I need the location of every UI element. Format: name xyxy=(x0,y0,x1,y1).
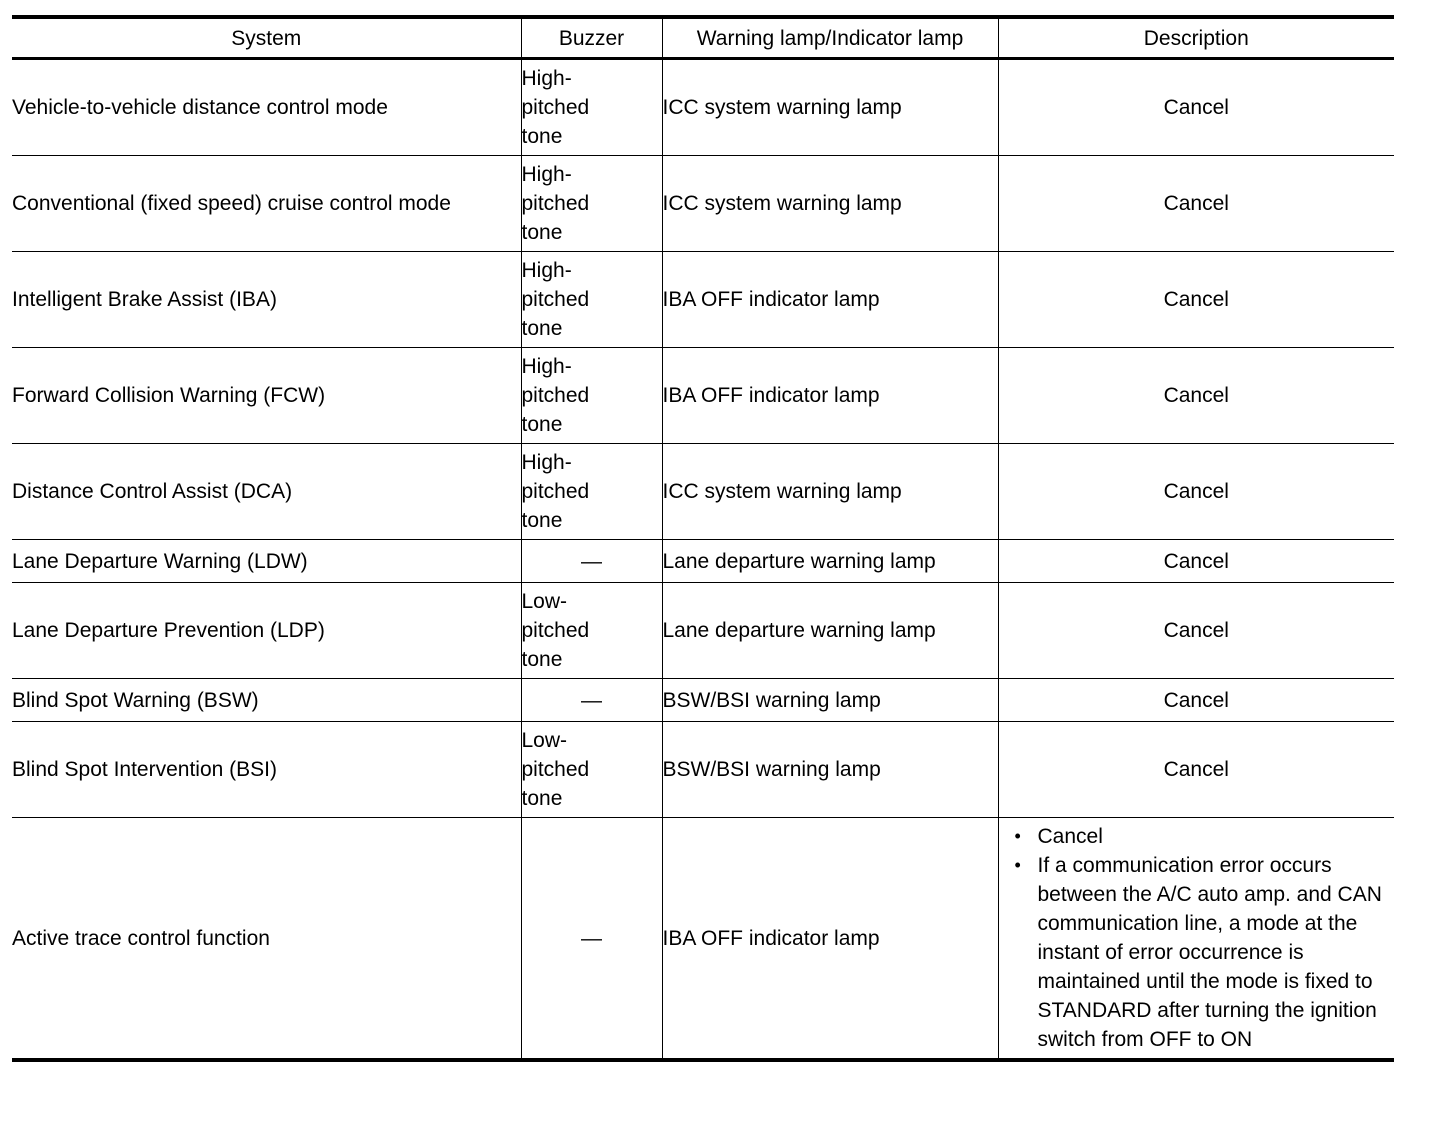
cell-system: Distance Control Assist (DCA) xyxy=(12,444,521,540)
table-row xyxy=(12,722,1394,818)
cell-description: Cancel xyxy=(998,583,1394,679)
table-row xyxy=(12,583,1394,679)
cell-buzzer xyxy=(521,444,662,540)
cell-buzzer xyxy=(521,348,662,444)
description-bullet-list xyxy=(999,822,1395,1054)
cell-buzzer: — xyxy=(521,679,662,722)
cell-description xyxy=(998,818,1394,1061)
table-row xyxy=(12,444,1394,540)
table-row xyxy=(12,818,1394,1061)
cell-lamp: ICC system warning lamp xyxy=(662,156,998,252)
buzzer-text: High-pitched tone xyxy=(521,163,590,244)
column-header-system: System xyxy=(231,26,302,50)
cell-buzzer xyxy=(521,722,662,818)
cell-system: Lane Departure Prevention (LDP) xyxy=(12,583,521,679)
cell-system: Forward Collision Warning (FCW) xyxy=(12,348,521,444)
cell-lamp: IBA OFF indicator lamp xyxy=(662,818,998,1061)
buzzer-text: High-pitched tone xyxy=(521,259,590,340)
cell-system: Conventional (fixed speed) cruise control mode xyxy=(12,156,521,252)
cell-system: Lane Departure Warning (LDW) xyxy=(12,540,521,583)
table-row xyxy=(12,348,1394,444)
cell-description: Cancel xyxy=(998,156,1394,252)
table-header-row xyxy=(12,17,1394,59)
cell-buzzer xyxy=(521,583,662,679)
cell-system: Vehicle-to-vehicle distance control mode xyxy=(12,96,388,119)
buzzer-text: Low-pitched tone xyxy=(521,729,590,810)
cell-lamp: IBA OFF indicator lamp xyxy=(662,252,998,348)
cell-description: Cancel xyxy=(998,679,1394,722)
cell-system: Blind Spot Warning (BSW) xyxy=(12,679,521,722)
column-header-buzzer: Buzzer xyxy=(521,17,662,59)
list-item: • Cancel xyxy=(999,822,1385,851)
cell-description: Cancel xyxy=(998,722,1394,818)
cell-description: Cancel xyxy=(998,444,1394,540)
cell-lamp: BSW/BSI warning lamp xyxy=(662,679,998,722)
table-row xyxy=(12,252,1394,348)
cell-buzzer: — xyxy=(521,818,662,1061)
cell-lamp: IBA OFF indicator lamp xyxy=(662,348,998,444)
cell-description: Cancel xyxy=(998,348,1394,444)
buzzer-text: High-pitched tone xyxy=(521,355,590,436)
column-header-description: Description xyxy=(998,17,1394,59)
column-header-lamp: Warning lamp/Indicator lamp xyxy=(662,17,998,59)
buzzer-text: High-pitched tone xyxy=(521,67,590,148)
buzzer-text: Low-pitched tone xyxy=(521,590,590,671)
cell-lamp: ICC system warning lamp xyxy=(662,59,998,156)
cell-description: Cancel xyxy=(998,540,1394,583)
table-row xyxy=(12,59,1394,156)
cell-lamp: Lane departure warning lamp xyxy=(662,583,998,679)
cell-buzzer xyxy=(521,59,662,156)
cell-system: Intelligent Brake Assist (IBA) xyxy=(12,252,521,348)
cell-buzzer xyxy=(521,156,662,252)
cell-lamp: Lane departure warning lamp xyxy=(662,540,998,583)
list-item: • If a communication error occurs between the A/C auto amp. and CAN communication line, a mode at the instant of error occurrence is maintained until the mode is fixed to STANDARD after turning the ignition switch from OFF to ON xyxy=(999,851,1385,1054)
buzzer-text: High-pitched tone xyxy=(521,451,590,532)
cell-description: Cancel xyxy=(998,252,1394,348)
cell-buzzer xyxy=(521,252,662,348)
system-cancel-table xyxy=(12,15,1394,1062)
cell-buzzer: — xyxy=(521,540,662,583)
table-row xyxy=(12,679,1394,722)
cell-system: Active trace control function xyxy=(12,818,521,1061)
cell-description: Cancel xyxy=(998,59,1394,156)
table-row xyxy=(12,540,1394,583)
table-row xyxy=(12,156,1394,252)
cell-system: Blind Spot Intervention (BSI) xyxy=(12,722,521,818)
cell-lamp: ICC system warning lamp xyxy=(662,444,998,540)
cell-lamp: BSW/BSI warning lamp xyxy=(662,722,998,818)
